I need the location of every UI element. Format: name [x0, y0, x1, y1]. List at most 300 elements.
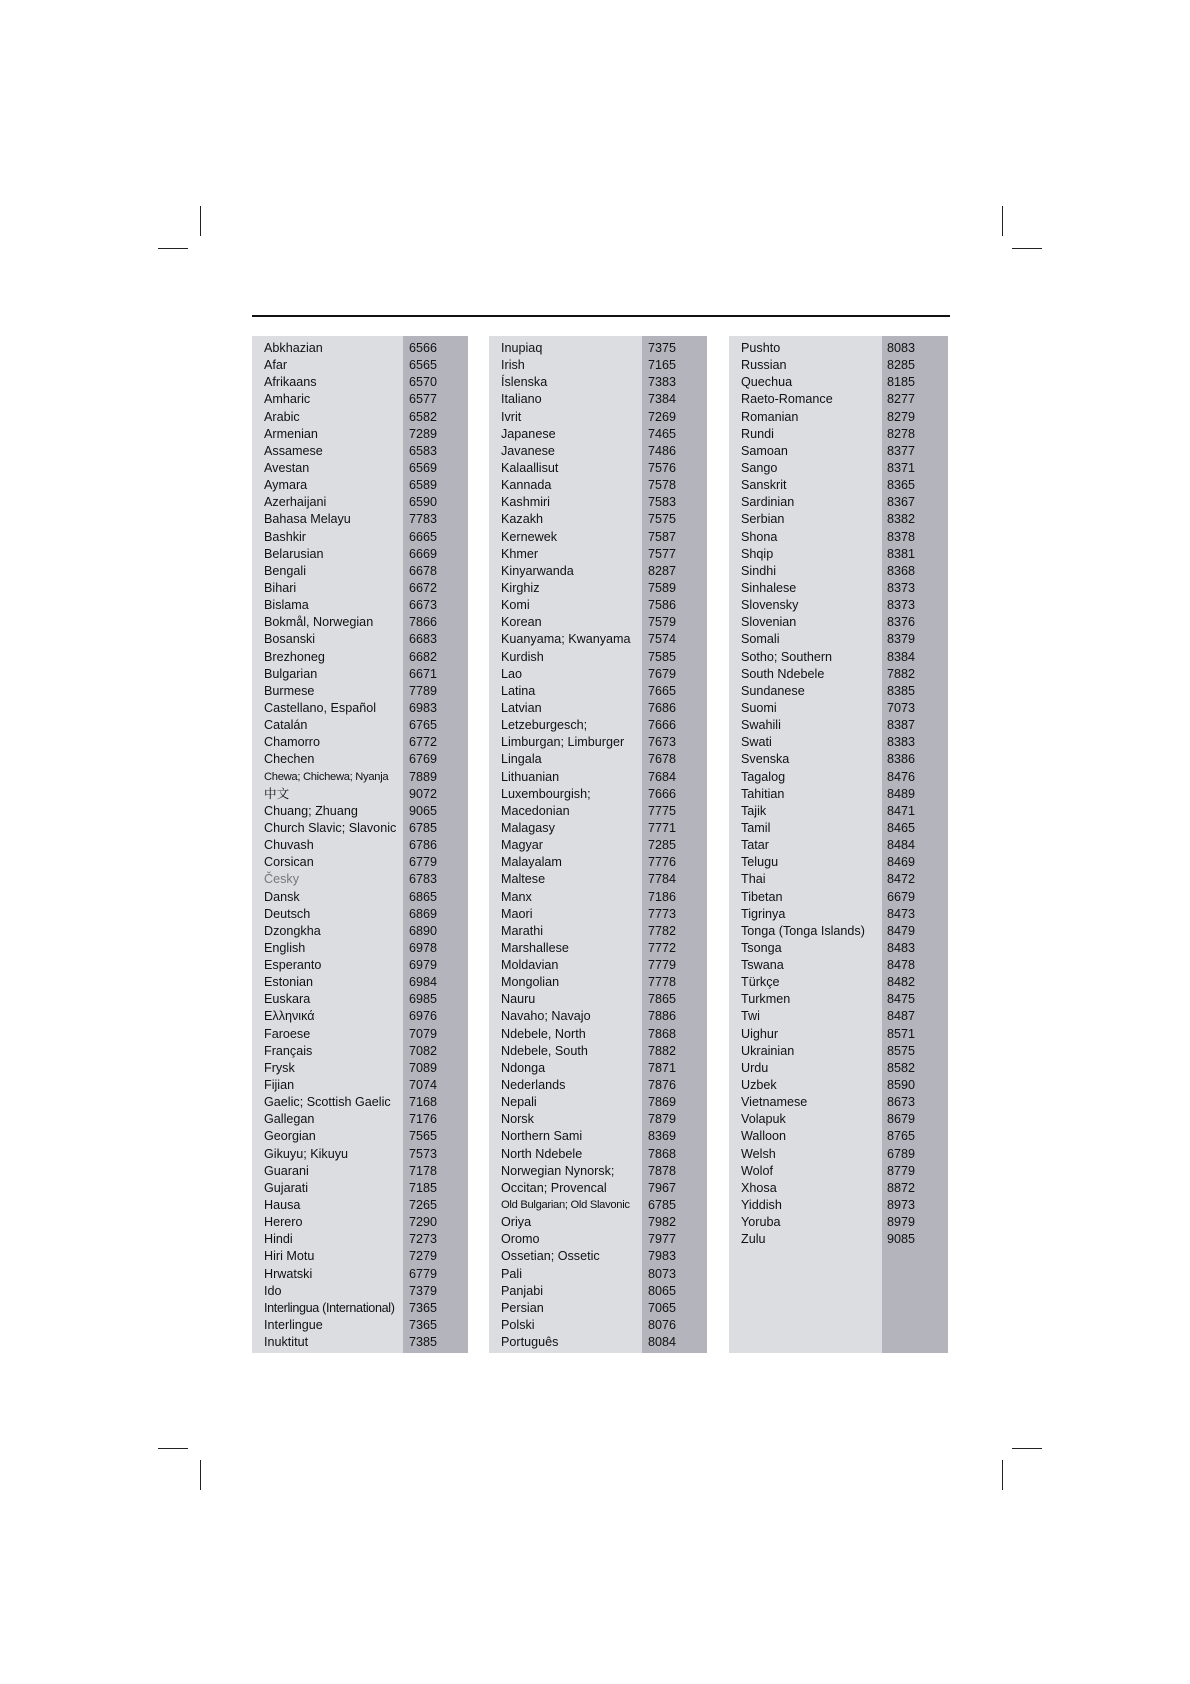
language-name: Zulu — [741, 1232, 766, 1247]
language-name: Komi — [501, 598, 530, 613]
language-row — [729, 1146, 948, 1163]
language-code: 7273 — [409, 1232, 438, 1247]
language-row — [729, 769, 948, 786]
language-row — [489, 614, 707, 631]
language-name: Aymara — [264, 478, 308, 493]
language-name: Sanskrit — [741, 478, 787, 493]
language-column-2 — [489, 336, 707, 1353]
language-code: 7967 — [648, 1180, 677, 1195]
language-row — [252, 443, 468, 460]
language-name: Italiano — [501, 392, 542, 407]
language-row — [252, 837, 468, 854]
language-name: Chuang; Zhuang — [264, 803, 358, 818]
language-row — [252, 751, 468, 768]
language-code: 7573 — [409, 1146, 438, 1161]
language-code: 7879 — [648, 1112, 677, 1127]
language-row — [729, 803, 948, 820]
language-name: Ivrit — [501, 409, 522, 424]
language-name: Nepali — [501, 1095, 537, 1110]
language-name: Armenian — [264, 426, 318, 441]
language-row — [729, 597, 948, 614]
language-name: Assamese — [264, 443, 323, 458]
language-name: Guarani — [264, 1163, 309, 1178]
language-name: Kurdish — [501, 649, 544, 664]
language-code: 8369 — [648, 1129, 677, 1144]
language-code: 7384 — [648, 392, 677, 407]
language-name: Suomi — [741, 700, 777, 715]
language-row — [252, 1026, 468, 1043]
language-name: Sotho; Southern — [741, 649, 833, 664]
language-code: 7379 — [409, 1283, 438, 1298]
language-row — [252, 1060, 468, 1077]
language-name: Arabic — [264, 409, 300, 424]
language-code: 8472 — [887, 872, 916, 887]
language-code: 6565 — [409, 358, 438, 373]
language-code: 6979 — [409, 958, 438, 973]
language-name: Belarusian — [264, 546, 324, 561]
language-name: Ndonga — [501, 1060, 546, 1075]
language-code: 7878 — [648, 1163, 677, 1178]
language-name: Corsican — [264, 855, 314, 870]
language-row — [489, 906, 707, 923]
language-code: 7782 — [648, 923, 677, 938]
language-row — [252, 734, 468, 751]
language-row — [729, 460, 948, 477]
language-code: 7486 — [648, 443, 677, 458]
language-name: Tsonga — [741, 940, 782, 955]
language-code: 7686 — [648, 700, 677, 715]
language-row — [729, 494, 948, 511]
language-code: 8575 — [887, 1043, 916, 1058]
language-name: Xhosa — [741, 1180, 777, 1195]
language-code: 8484 — [887, 838, 916, 853]
language-name: Dansk — [264, 889, 300, 904]
language-row — [489, 391, 707, 408]
language-code: 8471 — [887, 803, 916, 818]
language-code: 7679 — [648, 666, 677, 681]
language-row — [729, 357, 948, 374]
language-row — [489, 854, 707, 871]
language-name: Azerhaijani — [264, 495, 327, 510]
language-column-3 — [729, 336, 948, 1353]
language-name: Telugu — [741, 855, 779, 870]
language-name: Khmer — [501, 546, 539, 561]
header-rule — [252, 315, 950, 317]
language-row — [252, 1334, 468, 1351]
language-name: Rundi — [741, 426, 774, 441]
language-row — [729, 1111, 948, 1128]
language-name: Gikuyu; Kikuyu — [264, 1146, 348, 1161]
language-row — [489, 923, 707, 940]
language-code: 8278 — [887, 426, 916, 441]
language-name: Faroese — [264, 1026, 311, 1041]
language-name: Sundanese — [741, 683, 805, 698]
language-code: 9085 — [887, 1232, 916, 1247]
language-row — [489, 889, 707, 906]
language-row — [489, 546, 707, 563]
language-name: Lao — [501, 666, 523, 681]
language-row — [729, 1231, 948, 1248]
language-code: 9065 — [409, 803, 438, 818]
language-name: Kazakh — [501, 512, 544, 527]
language-code: 6671 — [409, 666, 438, 681]
language-row — [729, 1163, 948, 1180]
language-name: Shqip — [741, 546, 774, 561]
language-code: 8379 — [887, 632, 916, 647]
language-row — [252, 649, 468, 666]
language-name: Walloon — [741, 1129, 787, 1144]
language-code: 7579 — [648, 615, 677, 630]
language-row — [489, 1214, 707, 1231]
language-column-1 — [252, 336, 468, 1353]
language-name: Samoan — [741, 443, 788, 458]
language-row — [729, 837, 948, 854]
language-row — [489, 357, 707, 374]
language-name: Tigrinya — [741, 906, 786, 921]
language-name: Tibetan — [741, 889, 783, 904]
language-name: Swahili — [741, 718, 781, 733]
language-row — [729, 666, 948, 683]
language-name: Navaho; Navajo — [501, 1009, 591, 1024]
language-row — [489, 1248, 707, 1265]
language-code: 6569 — [409, 460, 438, 475]
language-name: Esperanto — [264, 958, 322, 973]
language-code: 7289 — [409, 426, 438, 441]
language-name: Bulgarian — [264, 666, 318, 681]
crop-mark-bottom-left-horizontal — [158, 1448, 188, 1449]
language-row — [489, 871, 707, 888]
language-name: Irish — [501, 358, 525, 373]
language-code: 7385 — [409, 1335, 438, 1350]
language-code: 7869 — [648, 1095, 677, 1110]
language-row — [489, 751, 707, 768]
language-row — [252, 666, 468, 683]
language-name: Sardinian — [741, 495, 795, 510]
language-name: Tonga (Tonga Islands) — [741, 923, 865, 938]
language-code: 6765 — [409, 718, 438, 733]
language-row — [729, 614, 948, 631]
language-name: Ido — [264, 1283, 282, 1298]
language-code: 8373 — [887, 598, 916, 613]
language-name: Korean — [501, 615, 542, 630]
language-name: Hindi — [264, 1232, 293, 1247]
language-row — [489, 957, 707, 974]
language-name: Javanese — [501, 443, 555, 458]
language-row — [489, 1008, 707, 1025]
language-name: Česky — [264, 872, 299, 887]
language-code: 8383 — [887, 735, 916, 750]
language-name: Interlingua (International) — [264, 1300, 395, 1315]
language-name: Kirghiz — [501, 580, 540, 595]
language-row — [252, 1231, 468, 1248]
language-row — [252, 529, 468, 546]
crop-mark-top-right-horizontal — [1012, 248, 1042, 249]
language-row — [729, 426, 948, 443]
language-code: 7089 — [409, 1060, 438, 1075]
language-code: 6682 — [409, 649, 438, 664]
language-row — [489, 837, 707, 854]
language-code: 6983 — [409, 700, 438, 715]
language-row — [729, 443, 948, 460]
language-name: Catalán — [264, 718, 308, 733]
language-code: 7185 — [409, 1180, 438, 1195]
language-name: Quechua — [741, 375, 793, 390]
language-code: 7073 — [887, 700, 916, 715]
language-row — [252, 357, 468, 374]
language-name: Maltese — [501, 872, 546, 887]
language-row — [489, 409, 707, 426]
language-row — [489, 820, 707, 837]
language-code: 7589 — [648, 580, 677, 595]
language-code: 7269 — [648, 409, 677, 424]
language-code: 6769 — [409, 752, 438, 767]
language-code: 7882 — [648, 1043, 677, 1058]
language-code: 6865 — [409, 889, 438, 904]
language-row — [489, 580, 707, 597]
language-row — [252, 991, 468, 1008]
language-name: Estonian — [264, 975, 314, 990]
language-code: 7587 — [648, 529, 677, 544]
language-name: Deutsch — [264, 906, 311, 921]
language-code: 8469 — [887, 855, 916, 870]
language-name: Manx — [501, 889, 532, 904]
language-name: 中文 — [264, 786, 290, 801]
language-row — [252, 1111, 468, 1128]
language-row — [489, 649, 707, 666]
language-name: Norwegian Nynorsk; — [501, 1163, 615, 1178]
language-rows — [489, 340, 707, 1351]
language-name: Brezhoneg — [264, 649, 325, 664]
language-name: Interlingue — [264, 1318, 323, 1333]
language-name: Kuanyama; Kwanyama — [501, 632, 631, 647]
language-name: Castellano, Español — [264, 700, 377, 715]
language-code: 6976 — [409, 1009, 438, 1024]
language-code: 8979 — [887, 1215, 916, 1230]
language-row — [252, 906, 468, 923]
language-row — [252, 340, 468, 357]
language-row — [489, 1026, 707, 1043]
language-code: 7868 — [648, 1146, 677, 1161]
language-row — [252, 1008, 468, 1025]
language-code: 8673 — [887, 1095, 916, 1110]
language-code: 6665 — [409, 529, 438, 544]
language-name: Bokmål, Norwegian — [264, 615, 374, 630]
language-name: Welsh — [741, 1146, 776, 1161]
language-code: 6783 — [409, 872, 438, 887]
language-row — [252, 923, 468, 940]
language-row — [489, 991, 707, 1008]
language-name: Shona — [741, 529, 778, 544]
language-name: Kernewek — [501, 529, 558, 544]
language-code: 7265 — [409, 1198, 438, 1213]
language-row — [489, 1334, 707, 1351]
language-code: 7079 — [409, 1026, 438, 1041]
language-row — [729, 717, 948, 734]
language-row — [252, 1163, 468, 1180]
language-code: 8279 — [887, 409, 916, 424]
language-row — [489, 1111, 707, 1128]
language-row — [489, 340, 707, 357]
language-code: 7465 — [648, 426, 677, 441]
language-row — [489, 803, 707, 820]
language-code: 8084 — [648, 1335, 677, 1350]
language-row — [489, 511, 707, 528]
language-name: Ndebele, North — [501, 1026, 586, 1041]
language-code: 7168 — [409, 1095, 438, 1110]
language-row — [489, 529, 707, 546]
language-row — [252, 1077, 468, 1094]
language-code: 7772 — [648, 940, 677, 955]
language-name: Bihari — [264, 580, 297, 595]
language-row — [729, 631, 948, 648]
language-name: Sinhalese — [741, 580, 797, 595]
language-name: Pali — [501, 1266, 522, 1281]
language-code: 6672 — [409, 580, 438, 595]
crop-mark-bottom-right-horizontal — [1012, 1448, 1042, 1449]
language-row — [729, 374, 948, 391]
language-code: 8381 — [887, 546, 916, 561]
language-name: Oriya — [501, 1215, 532, 1230]
language-row — [489, 734, 707, 751]
language-row — [489, 717, 707, 734]
language-code: 7578 — [648, 478, 677, 493]
language-code: 8083 — [887, 341, 916, 355]
language-row — [252, 1300, 468, 1317]
language-code: 8483 — [887, 940, 916, 955]
language-code: 7678 — [648, 752, 677, 767]
crop-mark-top-right-vertical — [1002, 206, 1003, 236]
language-row — [489, 494, 707, 511]
language-code: 6590 — [409, 495, 438, 510]
language-code: 7775 — [648, 803, 677, 818]
language-code: 7778 — [648, 975, 677, 990]
language-code: 7583 — [648, 495, 677, 510]
language-name: Hrwatski — [264, 1266, 313, 1281]
language-code: 6669 — [409, 546, 438, 561]
language-name: Burmese — [264, 683, 315, 698]
language-row — [489, 1180, 707, 1197]
language-name: Moldavian — [501, 958, 559, 973]
language-row — [489, 666, 707, 683]
language-name: Persian — [501, 1300, 544, 1315]
language-row — [489, 426, 707, 443]
language-code: 8779 — [887, 1163, 916, 1178]
language-code: 6683 — [409, 632, 438, 647]
language-name: Ndebele, South — [501, 1043, 588, 1058]
language-code: 6785 — [648, 1198, 677, 1213]
language-row — [729, 563, 948, 580]
language-row — [252, 580, 468, 597]
language-row — [729, 511, 948, 528]
language-name: Gallegan — [264, 1112, 315, 1127]
language-row — [729, 580, 948, 597]
language-row — [252, 769, 468, 786]
language-name: Tswana — [741, 958, 784, 973]
language-code: 8373 — [887, 580, 916, 595]
language-name: Kalaallisut — [501, 460, 559, 475]
language-row — [729, 957, 948, 974]
language-name: Turkmen — [741, 992, 791, 1007]
language-row — [252, 631, 468, 648]
language-name: Maori — [501, 906, 533, 921]
language-row — [729, 1077, 948, 1094]
language-code: 8571 — [887, 1026, 916, 1041]
language-row — [729, 820, 948, 837]
language-name: Somali — [741, 632, 780, 647]
language-name: Thai — [741, 872, 766, 887]
language-name: English — [264, 940, 306, 955]
language-name: Panjabi — [501, 1283, 544, 1298]
language-row — [252, 854, 468, 871]
language-name: Polski — [501, 1318, 535, 1333]
language-name: Norsk — [501, 1112, 534, 1127]
language-name: Kinyarwanda — [501, 563, 574, 578]
language-code: 7585 — [648, 649, 677, 664]
language-name: Svenska — [741, 752, 790, 767]
language-row — [729, 906, 948, 923]
language-row — [252, 409, 468, 426]
language-name: Fijian — [264, 1078, 295, 1093]
language-name: Bengali — [264, 563, 307, 578]
language-name: Bislama — [264, 598, 309, 613]
language-row — [252, 1180, 468, 1197]
language-row — [729, 409, 948, 426]
language-code: 8679 — [887, 1112, 916, 1127]
language-row — [489, 786, 707, 803]
language-row — [489, 443, 707, 460]
language-row — [729, 391, 948, 408]
language-code: 7290 — [409, 1215, 438, 1230]
language-code: 7178 — [409, 1163, 438, 1178]
language-name: Wolof — [741, 1163, 773, 1178]
language-code: 8482 — [887, 975, 916, 990]
language-code: 6583 — [409, 443, 438, 458]
language-name: Chamorro — [264, 735, 320, 750]
language-name: Bosanski — [264, 632, 316, 647]
language-name: Sango — [741, 460, 778, 475]
language-code: 6786 — [409, 838, 438, 853]
language-name: Bashkir — [264, 529, 306, 544]
language-code: 8479 — [887, 923, 916, 938]
language-code: 7983 — [648, 1249, 677, 1264]
language-row — [252, 803, 468, 820]
language-code: 8478 — [887, 958, 916, 973]
language-code: 7665 — [648, 683, 677, 698]
language-code: 8973 — [887, 1198, 916, 1213]
language-name: Chuvash — [264, 838, 314, 853]
language-code: 7889 — [409, 769, 438, 784]
language-code: 6582 — [409, 409, 438, 424]
language-row — [729, 751, 948, 768]
language-name: North Ndebele — [501, 1146, 583, 1161]
language-name: Inuktitut — [264, 1335, 309, 1350]
language-code: 7882 — [887, 666, 916, 681]
language-name: Marshallese — [501, 940, 569, 955]
language-code: 6779 — [409, 1266, 438, 1281]
language-row — [729, 1008, 948, 1025]
language-row — [729, 683, 948, 700]
language-code: 7383 — [648, 375, 677, 390]
language-name: Northern Sami — [501, 1129, 583, 1144]
language-row — [252, 1128, 468, 1145]
language-code: 6577 — [409, 392, 438, 407]
language-code: 8185 — [887, 375, 916, 390]
language-name: Türkçe — [741, 975, 780, 990]
language-name: Pushto — [741, 341, 781, 355]
language-row — [489, 477, 707, 494]
language-row — [489, 1077, 707, 1094]
crop-mark-bottom-left-vertical — [200, 1460, 201, 1490]
